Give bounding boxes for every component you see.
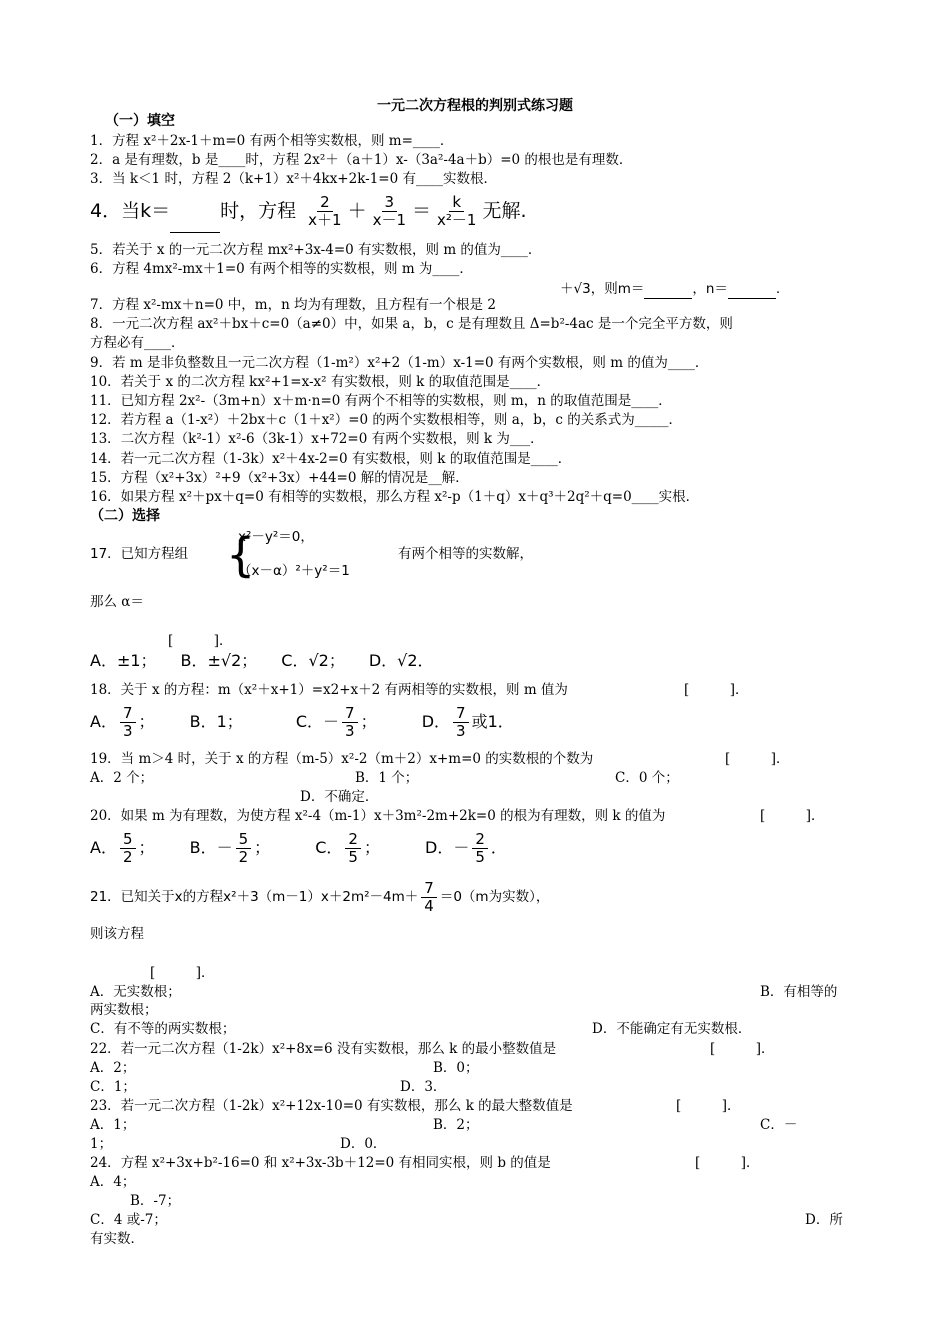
option-c: C．1； [90, 1079, 136, 1095]
question-17-then: 那么 α＝ [90, 594, 144, 610]
answer-bracket: [ ]． [150, 965, 215, 981]
option-a: A．2 个； [90, 770, 154, 786]
question-18-options: A． $\frac{7}{3}$ ； B．1； C．－ $\frac{7}{3}$ ； D． $\frac{7}{3}$ 或1． [90, 704, 514, 740]
question-5: 5．若关于 x 的一元二次方程 mx²+3x-4=0 有实数根，则 m 的值为____． [90, 242, 542, 258]
option-a: A．4； [90, 1174, 136, 1190]
option-a: A．1； [90, 1117, 136, 1133]
question-24: 24．方程 x²+3x+b²-16=0 和 x²+3x-3b＋12=0 有相同实根，则 b 的值是 [90, 1155, 551, 1171]
section-choice: （二）选择 [90, 508, 160, 524]
option-b: B．2； [433, 1117, 479, 1133]
option-c-cont: 1； [90, 1136, 113, 1152]
question-16: 16．如果方程 x²＋px＋q=0 有相等的实数根，那么方程 x²-p（1＋q）x＋q³＋2q²＋q=0____实根． [90, 489, 700, 505]
question-17-options: A．±1； B．±√2； C．√2； D．√2． [90, 651, 434, 670]
option-c: C．4 或-7； [90, 1212, 167, 1228]
question-8: 8．一元二次方程 ax²＋bx＋c=0（a≠0）中，如果 a，b，c 是有理数且 Δ=b²-4ac 是一个完全平方数，则 [90, 316, 733, 332]
question-14: 14．若一元二次方程（1-3k）x²＋4x-2=0 有实数根，则 k 的取值范围是____． [90, 451, 572, 467]
answer-bracket: [ ]． [676, 1098, 741, 1114]
answer-bracket: [ ]． [760, 808, 825, 824]
question-11: 11．已知方程 2x²-（3m+n）x＋m·n=0 有两个不相等的实数根，则 m，n 的取值范围是____． [90, 393, 672, 409]
question-19: 19．当 m＞4 时，关于 x 的方程（m-5）x²-2（m＋2）x+m=0 的实数根的个数为 [90, 751, 594, 767]
answer-bracket: [ ]． [725, 751, 790, 767]
brace-icon: { [226, 528, 256, 582]
option-b: B．-7； [130, 1193, 181, 1209]
option-d: D．3． [400, 1079, 447, 1095]
question-18: 18．关于 x 的方程：m（x²＋x+1）=x2+x＋2 有两相等的实数根，则 m 值为 [90, 682, 568, 698]
question-3: 3．当 k＜1 时，方程 2（k+1）x²＋4kx+2k-1=0 有____实数根． [90, 171, 497, 187]
question-15: 15．方程（x²+3x）²+9（x²+3x）+44=0 解的情况是__解． [90, 470, 469, 486]
question-10: 10．若关于 x 的二次方程 kx²+1=x-x² 有实数根，则 k 的取值范围是____． [90, 374, 551, 390]
answer-bracket: [ ]． [710, 1041, 775, 1057]
option-a: A．2； [90, 1060, 136, 1076]
option-c: C．－ [760, 1117, 798, 1133]
question-17-tail: 有两个相等的实数解， [398, 546, 533, 562]
question-8-cont: 方程必有____． [90, 335, 185, 351]
option-d: D．所 [805, 1212, 843, 1228]
option-c: C．有不等的两实数根； [90, 1021, 236, 1037]
question-2: 2．a 是有理数，b 是____时，方程 2x²＋（a＋1）x-（3a²-4a＋b）=0 的根也是有理数． [90, 152, 633, 168]
question-7: 7．方程 x²-mx＋n=0 中，m，n 均为有理数，且方程有一个根是 2 [90, 297, 496, 313]
question-17-eq2: （x－α）²＋y²＝1 [238, 563, 350, 579]
page-title: 一元二次方程根的判别式练习题 [377, 98, 573, 114]
option-d-cont: 有实数． [90, 1231, 144, 1247]
question-21: 21．已知关于x的方程x²＋3（m－1）x＋2m²－4m＋ $\frac{7}{4}$ ＝0（m为实数）， [90, 878, 550, 915]
question-4: 4．当k＝ 时，方程 $\frac{2}{x+1}$ ＋ $\frac{3}{x-1}$ ＝ $\frac{k}{\text{x²－1}}$ 无解. [90, 190, 527, 233]
question-22: 22．若一元二次方程（1-2k）x²+8x=6 没有实数根，那么 k 的最小整数值是 [90, 1041, 557, 1057]
option-c: C．0 个； [615, 770, 679, 786]
answer-bracket: [ ]． [168, 633, 233, 649]
question-7-tail: ＋√3，则m＝ ，n＝ . [560, 281, 781, 297]
question-23: 23．若一元二次方程（1-2k）x²+12x-10=0 有实数根，那么 k 的最大整数值是 [90, 1098, 573, 1114]
question-1: 1．方程 x²＋2x-1＋m=0 有两个相等实数根，则 m=____． [90, 133, 454, 149]
option-d: D．不能确定有无实数根． [592, 1021, 752, 1037]
option-b: B．1 个； [355, 770, 419, 786]
option-b: B．有相等的 [760, 984, 838, 1000]
question-21-then: 则该方程 [90, 926, 144, 942]
question-20: 20．如果 m 为有理数，为使方程 x²-4（m-1）x＋3m²-2m+2k=0 的根为有理数，则 k 的值为 [90, 808, 666, 824]
question-9: 9．若 m 是非负整数且一元二次方程（1-m²）x²+2（1-m）x-1=0 有两个实数根，则 m 的值为____． [90, 355, 709, 371]
option-d: D．不确定． [300, 789, 379, 805]
question-17-eq1: x²－y²＝0， [238, 529, 314, 545]
question-6: 6．方程 4mx²-mx＋1=0 有两个相等的实数根，则 m 为____． [90, 261, 473, 277]
option-d: D．0． [340, 1136, 387, 1152]
answer-bracket: [ ]． [695, 1155, 760, 1171]
question-20-options: A． $\frac{5}{2}$ ； B．－ $\frac{5}{2}$ ； C． $\frac{2}{5}$ ； D．－ $\frac{2}{5}$ ． [90, 830, 507, 866]
question-17: 17．已知方程组 [90, 546, 189, 562]
option-a: A．无实数根； [90, 984, 181, 1000]
section-fill-blank: （一）填空 [105, 113, 175, 129]
option-b: B．0； [433, 1060, 479, 1076]
question-13: 13．二次方程（k²-1）x²-6（3k-1）x+72=0 有两个实数根，则 k 为___． [90, 431, 544, 447]
answer-bracket: [ ]． [684, 682, 749, 698]
option-b-cont: 两实数根； [90, 1002, 158, 1018]
question-12: 12．若方程 a（1-x²）＋2bx＋c（1＋x²）=0 的两个实数根相等，则 a，b，c 的关系式为_____． [90, 412, 682, 428]
